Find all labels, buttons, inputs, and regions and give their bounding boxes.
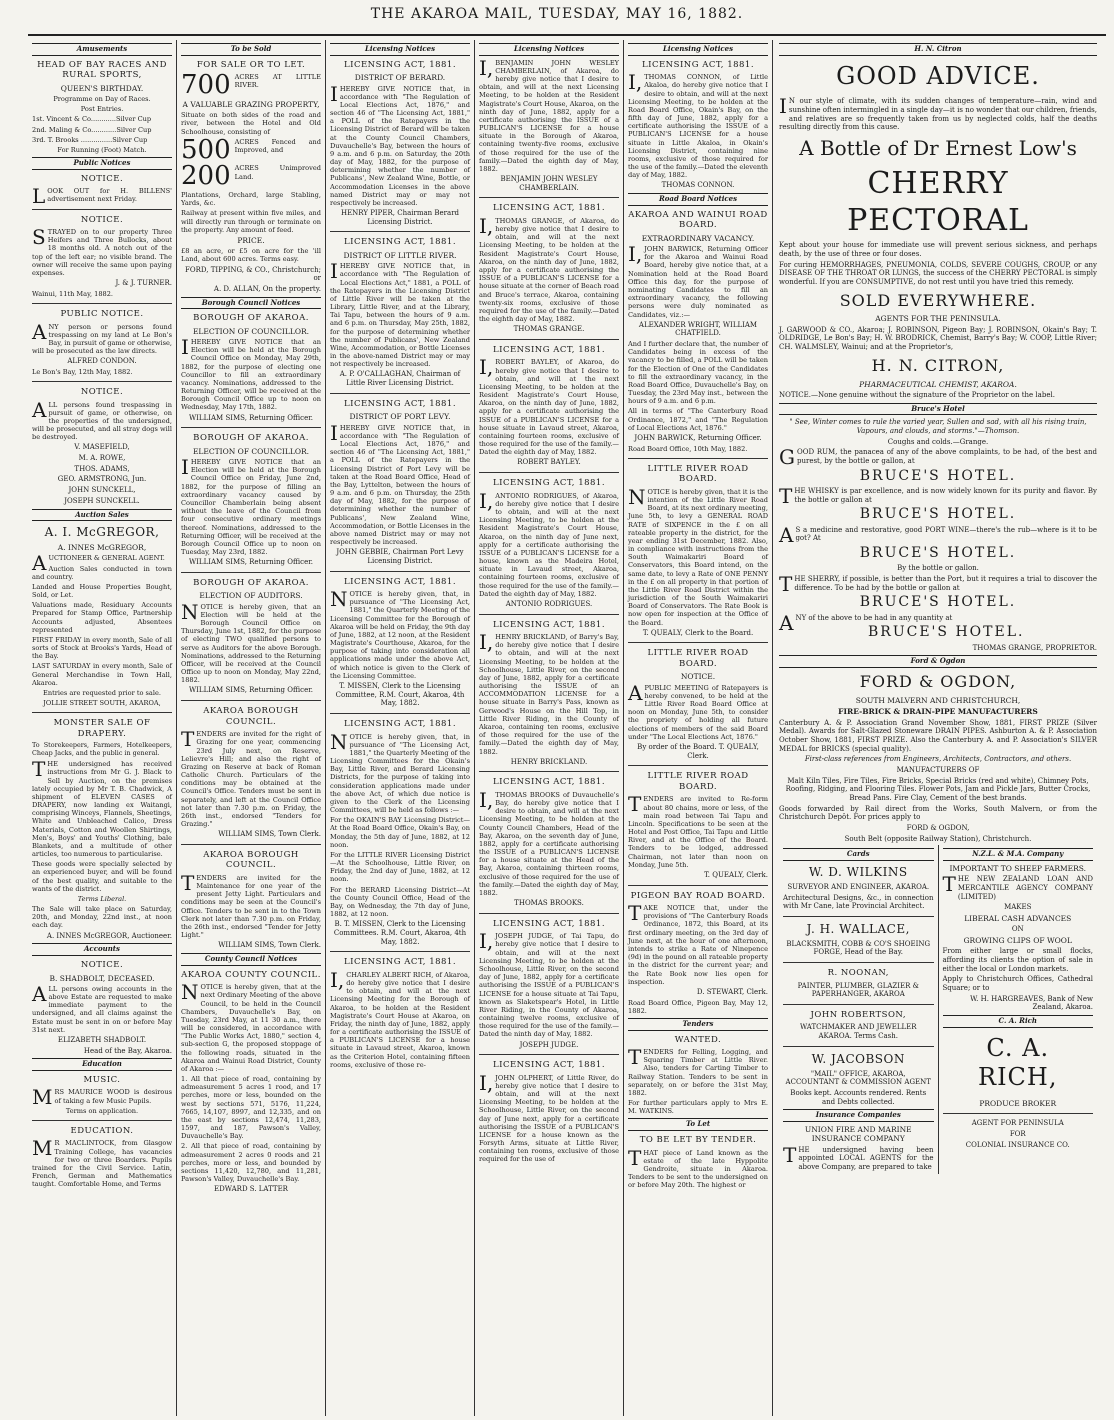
road-body: APUBLIC MEETING of Ratepayers is hereby convened, to be held at the Little River Road Board Office at noon on Monday, June 5th, to consider the propriety of holding all future elections of members of the said Board under "The Local Elections Act, 1876." [628, 680, 768, 741]
bruces-hotel: BRUCE'S HOTEL. [859, 545, 1017, 562]
agents-heading: AGENTS FOR THE PENINSULA. [875, 314, 1001, 324]
notice-heading: NOTICE. [80, 173, 124, 184]
road-date: Road Board Office, 10th May, 1882. [628, 444, 748, 453]
ford-sub: SOUTH MALVERN AND CHRISTCHURCH, [855, 695, 1021, 705]
road-body: TAKE NOTICE that, under the provisions of "The Canterbury Roads Ordinance, 1872, this Board, at its first ordinary meeting, on the 3rd day of June next, at the hour of one afternoon, intends to strike a Rate of Ninepence (9d) in the pound on all rateable property in the district for the current year; and the Rate Book now lies open for inspection. [628, 901, 768, 986]
divider [628, 642, 768, 643]
column-1 [28, 40, 177, 1416]
borough-signature: WILLIAM SIMS, Town Clerk. [218, 941, 321, 950]
races-programme: Programme on Day of Races. [53, 95, 151, 104]
card-robertson-sub: WATCHMAKER AND JEWELLER AKAROA. Terms Cash. [799, 1023, 917, 1041]
licensing-heading: LICENSING ACT, 1881. [343, 59, 457, 70]
licensing-body: I,ANTONIO RODRIGUES, of Akaroa, do hereby give notice that I desire to obtain, and will at the next Licensing Meeting, to be holden at the Resident Magistrate's Court House, Akaroa, on the ninth day of June next, apply for a certificate authorising the ISSUE of a PUBLICAN'S LICENSE for a house, known as the Madeira Hotel, situate in Lavaud street, Akaroa, containing fourteen rooms, exclusive of those required for the use of the family.—Dated the eighth day of May, 1882. [479, 488, 619, 598]
drapery-sub: To Storekeepers, Farmers, Hotelkeepers, Cheap Jacks, and the public in general. [32, 741, 172, 758]
licensing-body: I,THOMAS BROOKS of Duvauchelle's Bay, do hereby give notice that I desire to obtain, and will at the next Licensing Meeting, to be holden at the County Council Chambers, Head of the Bay, Akaroa, on the seventh day of June, 1882, apply for a certificate authorising the ISSUE of a PUBLICAN'S LICENSE for a house situate at the Head of the Bay, Akaroa, containing thirteen rooms, exclusive of those required for the use of the family.—Dated the eighth day of May, 1882. [479, 787, 619, 897]
borough-signature: WILLIAM SIMS, Returning Officer. [188, 558, 314, 567]
farmers-body: Apply to Christchurch Offices, Cathedral Square; or to [942, 975, 1093, 992]
borough-heading: BOROUGH OF AKAROA. [193, 433, 309, 444]
card-noonan: R. NOONAN, [827, 968, 889, 979]
borough-heading: BOROUGH OF AKAROA. [193, 577, 309, 588]
divider [181, 572, 321, 573]
section-header: Borough Council Notices [181, 297, 321, 310]
borough-sub: ELECTION OF COUNCILLOR. [192, 446, 310, 456]
notice-date: Le Bon's Bay, 12th May, 1882. [32, 367, 133, 376]
bruce-proprietor: THOMAS GRANGE, PROPRIETOR. [972, 643, 1097, 652]
section-header: Insurance Companies [783, 1109, 934, 1122]
pharm-subtitle: PHARMACEUTICAL CHEMIST, AKAROA. [859, 379, 1017, 389]
divider [330, 393, 470, 394]
union-heading: UNION FIRE AND MARINE INSURANCE COMPANY [804, 1125, 912, 1144]
section-header: Tenders [628, 1018, 768, 1031]
divider [783, 1004, 934, 1005]
section-header: C. A. Rich [943, 1015, 1094, 1028]
divider [479, 614, 619, 615]
section-header: To Let [628, 1118, 768, 1131]
divider [32, 1120, 172, 1121]
wanted-body: TENDERS for Felling, Logging, and Squaring Timber at Little River. Also, tenders for Carting Timber to Railway Station. Tenders to be sent in separately, on or before the 31st May, 1882. [628, 1045, 768, 1097]
licensing-heading: LICENSING ACT, 1881. [641, 59, 755, 70]
agents-body: J. GARWOOD & CO., Akaroa; J. ROBINSON, Pigeon Bay; J. ROBINSON, Okain's Bay; T. OLDRIDGE, Le Bon's Bay; H. W. BRODRICK, Chemist, Barry's Bay; W. COOP, Little River; CH. WALMSLEY, Wainui; and at the Proprietor's, [779, 325, 1097, 352]
accounts-heading: NOTICE. [80, 959, 124, 970]
licensing-body: For the LITTLE RIVER Licensing District—At the Schoolhouse, Little River, on Friday, the 2nd day of June, 1882, at 12 noon. [330, 850, 470, 884]
divider [628, 458, 768, 459]
auction-body: Landed and House Properties Bought, Sold, or Let. [32, 582, 172, 600]
licensing-signature: ANTONIO RODRIGUES. [505, 599, 593, 608]
cherry-pectoral-heading: CHERRY PECTORAL [847, 165, 1029, 239]
races-entries: Post Entries. [80, 105, 124, 114]
ford-mfg-heading: MANUFACTURERS OF [896, 765, 980, 774]
farmers-wool: GROWING CLIPS OF WOOL [963, 935, 1072, 945]
sale-signature: A. D. ALLAN, On the property. [213, 284, 321, 293]
licensing-signature: JOSEPH JUDGE. [519, 1040, 579, 1049]
notice-signature: ALFRED CONDON. [67, 357, 137, 366]
auction-body: Auction Sales conducted in town and country. [32, 564, 172, 581]
divider [330, 713, 470, 714]
farmers-body: THE NEW ZEALAND LOAN AND MERCANTILE AGENCY COMPANY (LIMITED) [942, 872, 1093, 901]
licensing-body: NOTICE is hereby given, that, in pursuance of "The Licensing Act, 1881," the Quarterly Meeting of the Licensing Committee for the Borough of Akaroa will be held on Friday, the 9th day of June, 1882, at 12 noon, at the Resident Magistrate's Courthouse, Akaroa, for the purpose of taking into consideration all applications made under the above Act, of which notice is given to the Clerk of the Licensing Committee. [330, 587, 470, 680]
divider [628, 765, 768, 766]
licensing-heading: LICENSING ACT, 1881. [343, 237, 457, 248]
column-2 [177, 40, 326, 1416]
divider [479, 339, 619, 340]
farmers-signature: W. H. HARGREAVES, Bank of New Zealand, Akaroa. [970, 994, 1093, 1012]
bruce-body: ANY of the above to be had in any quantity at [779, 610, 953, 635]
licensing-signature: ROBERT BAYLEY. [517, 458, 581, 467]
divider [479, 771, 619, 772]
column-5 [624, 40, 773, 1416]
licensing-sub: DISTRICT OF LITTLE RIVER. [343, 250, 457, 260]
licensing-signature: JOHN GEBBIE, Chairman Port Levy Licensing District. [336, 548, 464, 565]
licensing-heading: LICENSING ACT, 1881. [492, 619, 606, 630]
divider [479, 1054, 619, 1055]
licensing-body: I,JOHN OLPHERT, of Little River, do hereby give notice that I desire to obtain, and will at the next Licensing Meeting, to be holden at the Schoolhouse, Little River, on the second day of June next, apply for a certificate authorising the ISSUE of a PUBLICAN'S LICENSE for a house known as the Forsyth Arms, situate at Little River, containing ten rooms, exclusive of those required for the use of [479, 1070, 619, 1164]
music-heading: MUSIC. [83, 1074, 121, 1085]
road-signature: By order of the Board. T. QUEALY, Clerk. [637, 742, 759, 760]
licensing-heading: LICENSING ACT, 1881. [492, 344, 606, 355]
divider [479, 197, 619, 198]
auctioneer-name: A. I. McGREGOR, [44, 525, 160, 540]
licensing-body: I,JOSEPH JUDGE, of Tai Tapu, do hereby give notice that I desire to obtain, and will at the next Licensing Meeting, to be holden at the Schoolhouse, Little River, on the second day of June, 1882, apply for a certificate authorising the ISSUE of a PUBLICAN'S LICENSE for a house situate at Tai Tapu, known as Slaketspear's Hotel, in Little River Riding, in the County of Akaroa, containing twelve rooms, exclusive of those required for the use of the family.—Dated the ninth day of May, 1882. [479, 929, 619, 1039]
borough-signature: WILLIAM SIMS, Returning Officer. [188, 413, 314, 422]
licensing-signature: HENRY PIPER, Chairman Berard Licensing District. [340, 209, 460, 226]
sale-acreage-200: 200 [181, 161, 231, 192]
licensing-heading: LICENSING ACT, 1881. [343, 957, 457, 968]
column-4 [475, 40, 624, 1416]
notice-signature: V. MASEFIELD, [74, 443, 130, 452]
ford-mfg-body: Malt Kiln Tiles, Fire Tiles, Fire Bricks, Special Bricks (red and white), Chimney Pots, Roofing, Ridging, and Flooring Tiles. Flower Pots, Jam and Pickle Jars, Butter Crocks, Bread Pans. Fire Clay, Cement of the best brands. [785, 776, 1091, 802]
card-jacobson-sub: "MAIL" OFFICE, AKAROA, ACCOUNTANT & COMMISSION AGENT [785, 1069, 931, 1087]
borough-body: IHEREBY GIVE NOTICE that an Election will be held at the Borough Council Office on Monday, May 29th, 1882, for the purpose of electing one Councillor to fill an extraordinary vacancy. Nominations, addressed to the Returning Officer, will be received at the Borough Council Office up to noon on Wednesday, May 17th, 1882. [181, 335, 321, 412]
notice-signature: GEO. ARMSTRONG, Jun. [57, 475, 147, 484]
good-advice-body: IN our style of climate, with its sudden changes of temperature—rain, wind and sunshine often intermingled in a single day—it is no wonder that our children, friends, and relatives are so frequently taken from us by neglected colds, half the deaths resulting directly from this cause. [779, 94, 1097, 132]
bruce-body: THE WHISKY is par excellence, and is now widely known for its purity and flavor. By the bottle or gallon at [779, 483, 1097, 508]
races-item: For Running (Foot) Match. [57, 145, 147, 154]
quote: " See, Winter comes to rule the varied year, Sullen and sad, with all his rising train, Vapours, and clouds, and storms."—Thomson. [789, 418, 1087, 435]
licensing-body: NOTICE is hereby given, that, in pursuance of "The Licensing Act, 1881," the Quarterly Meeting of the Licensing Committees for the Okain's Bay, Little River, and Berard Licensing Districts, for the purpose of taking into consideration applications made under the above Act, of which due notice is given to the Clerk of the Licensing Committees, will be held as follows :— [330, 729, 470, 815]
cards-column [779, 845, 939, 1173]
divider [181, 700, 321, 701]
education-heading: EDUCATION. [70, 1125, 134, 1136]
licensing-signature: THOMAS CONNON. [661, 181, 735, 190]
citron-notice: NOTICE.—None genuine without the signature of the Proprietor on the label. [779, 390, 1055, 399]
auction-body: Entries are requested prior to sale. [43, 688, 161, 697]
divider [32, 303, 172, 304]
sale-price: £8 an acre, or £5 on acre for the 'ill Land, about 600 acres. Terms easy. [181, 247, 321, 264]
county-body: 2. All that piece of road, containing by admeasurement 2 acres 0 roods and 21 perches, more or less, and bounded by sections 11,420, 12,780, and 11,281, Pawson's Valley, Duvauchelle's Bay. [181, 1142, 321, 1184]
licensing-signature: A. P. O'CALLAGHAN, Chairman of Little River Licensing District. [339, 370, 461, 388]
ford-signature: FORD & OGDON, [906, 823, 970, 832]
ford-awards: Canterbury A. & P. Association Grand November Show, 1881, FIRST PRIZE (Silver Medal). Awards for Salt-Glazed Stoneware DRAIN PIPES. Ashburton A. & P. Association October Show, 1881, FIRST PRIZE. Also the Canterbury A. and P. Association's SILVER MEDAL for BRICKS (special quality). [779, 718, 1097, 753]
cherry-body: Kept about your house for immediate use will prevent serious sickness, and perhaps death, by the use of three or four doses. [779, 241, 1097, 258]
section-header: To be Sold [181, 43, 321, 56]
drapery-body: These goods were specially selected by an experienced buyer, and will be found of the best quality, and suitable to the wants of the district. [32, 860, 172, 893]
road-heading: AKAROA AND WAINUI ROAD BOARD. [628, 209, 768, 231]
drapery-heading: MONSTER SALE OF DRAPERY. [53, 718, 151, 739]
licensing-heading: LICENSING ACT, 1881. [492, 777, 606, 788]
section-header: Cards [783, 848, 934, 861]
auction-body: Valuations made, Residuary Accounts Prepared for Stamp Office, Partnership Accounts adjusted, Absentees represented [32, 601, 172, 634]
notice-body: STRAYED on to our property Three Heifers and Three Bullocks, about 18 months old. A notch out of the top of the left ear; no visible brand. The owner will receive the same upon paying expenses. [32, 225, 172, 277]
licensing-body: IHEREBY GIVE NOTICE that, in accordance with "The Regulation of Local Elections Act, 1876," and section 46 of "The Licensing Act, 1881," a POLL of the Ratepayers in the Licensing District of Berard will be taken at the County Council Chambers, Duvauchelle's Bay, between the hours of 9 a.m. and 6 p.m. on Saturday, the 20th day of May, 1882, for the purpose of determining whether the number of Publicans', New Zealand Wine, Bottle, or Accommodation Licenses in the above named District may or may not respectively be increased. [330, 81, 470, 207]
county-body: 1. All that piece of road, containing by admeasurement 5 acres 1 rood, and 17 perches, more or less, bounded on the west by sections 571, 5176, 11,224, 7665, 14,107, 8997, and 12,335, and on the east by sections 12,474, 11,283, 1597, and 187, Pawson's Valley, Duvauchelle's Bay. [181, 1075, 321, 1141]
divider [330, 231, 470, 232]
road-body: All in terms of "The Canterbury Road Ordinance, 1872," and "The Regulation of Local Elections Act, 1876." [628, 407, 768, 432]
borough-heading: BOROUGH OF AKAROA. [193, 313, 309, 324]
races-title: HEAD OF BAY RACES AND RURAL SPORTS, [37, 59, 167, 81]
road-signature: T. QUEALY, Clerk. [704, 870, 768, 879]
card-wilkins: W. D. WILKINS [808, 864, 908, 879]
road-date: Road Board Office, Pigeon Bay, May 12, 1882. [628, 998, 768, 1015]
ford-manufacturers: FIRE-BRICK & DRAIN-PIPE MANUFACTURERS [838, 707, 1038, 717]
divider [943, 1113, 1094, 1114]
divider [32, 712, 172, 713]
sale-heading: FOR SALE OR TO LET. [196, 59, 306, 70]
column-6 [773, 40, 1103, 1416]
accounts-signature: ELIZABETH SHADBOLT. [57, 1035, 147, 1044]
section-header: N.Z.L. & M.A. Company [943, 848, 1094, 861]
sale-acreage-500-text: ACRES Fenced and Improved, and [234, 137, 321, 154]
road-body: And I further declare that, the number of Candidates being in excess of the vacancy to be filled, a POLL will be taken for the Election of One of the Candidates to fill the extraordinary vacancy, in the Road Board Office, Duvauchelle's Bay, on Tuesday, the 23rd May inst., between the hours of 9 a.m. and 6 p.m. [628, 340, 768, 406]
section-header: Road Board Notices [628, 193, 768, 206]
card-noonan-sub: PAINTER, PLUMBER, GLAZIER & PAPERHANGER, AKAROA [797, 981, 919, 999]
borough-body: NOTICE is hereby given, that an Election will be held at the Borough Council Office on Thursday, June 1st, 1882, for the purpose of electing TWO qualified persons to serve as Auditors for the above Borough. Nominations, addressed to the Returning Officer, will be received at the Council Office up to noon on Monday, May 22nd, 1882. [181, 599, 321, 685]
road-body: TENDERS are invited to Re-form about 80 chains, more or less, of the main road between Tai Tapu and Lincoln. Specifications to be seen at the Hotel and Post Office, Tai Tapu and Little River, and at the Office of the Board. Tenders to be lodged, addressed Chairman, not later than noon on Monday, June 5th. [628, 792, 768, 869]
divider [783, 1046, 934, 1047]
notice-body: ALL persons found trespassing in pursuit of game, or otherwise, on the properties of the undersigned, will be prosecuted, and all stray dogs will be destroyed. [32, 397, 172, 442]
licensing-signature: THOMAS GRANGE. [513, 325, 585, 334]
divider [783, 962, 934, 963]
sale-acreage: 700 [181, 70, 231, 101]
ford-body: Goods forwarded by Rail direct from the Works, South Malvern, or from the Christchurch Depôt. For prices apply to [779, 804, 1097, 822]
wanted-heading: WANTED. [674, 1034, 722, 1045]
sale-acreage-200-text: ACRES Unimproved Land. [234, 164, 321, 181]
borough-heading: AKAROA BOROUGH COUNCIL. [203, 849, 299, 871]
column-3 [326, 40, 475, 1416]
sold-everywhere: SOLD EVERYWHERE. [839, 290, 1037, 310]
sale-signature: FORD, TIPPING, & CO., Christchurch; or [185, 265, 321, 283]
union-body: THE undersigned having been appointed LOCAL AGENTS for the above Company, are prepared to take [783, 1142, 934, 1171]
races-item: 3rd. T. Brooks ...............Silver Cup [32, 135, 148, 144]
county-heading: AKAROA COUNTY COUNCIL. [181, 969, 321, 980]
auction-body: FIRST FRIDAY in every month, Sale of all sorts of Stock at Brooks's Yards, Head of the Bay. [32, 635, 172, 661]
ford-address: South Belt (opposite Railway Station), Christchurch. [844, 834, 1032, 843]
notice-body: LOOK OUT for H. BILLENS' advertisement next Friday. [32, 184, 172, 209]
notice-signature: J. & J. TURNER. [115, 279, 172, 288]
bruce-body: GOOD RUM, the panacea of any of the above complaints, to be had, of the best and purest, by the bottle or gallon, at [779, 445, 1097, 470]
rich-agent: AGENT FOR PENINSULA [971, 1119, 1064, 1128]
section-header: Education [32, 1058, 172, 1071]
farmers-on: ON [1011, 925, 1024, 934]
divider [32, 209, 172, 210]
licensing-signature: BENJAMIN JOHN WESLEY CHAMBERLAIN. [500, 175, 598, 192]
sale-body: Plantations, Orchard, large Stabling, Yards, &c. [181, 191, 321, 208]
auction-body: LAST SATURDAY in every month, Sale of General Merchandise in Town Hall, Akaroa. [32, 662, 172, 687]
licensing-body: I,CHARLEY ALBERT RICH, of Akaroa, do hereby give notice that I desire to obtain, and will at the next Licensing Meeting for the Borough of Akaroa, to be holden at the Resident Magistrate's Court House at Akaroa, on Friday, the ninth day of June, 1882, apply for a certificate authorising the ISSUE of a PUBLICAN'S LICENSE for a house situate in Lavaud street, Akaroa, known as the Criterion Hotel, containing fifteen rooms, exclusive of those re- [330, 967, 470, 1069]
divider [330, 951, 470, 952]
drapery-body: The Sale will take place on Saturday, 20th, and Monday, 22nd inst., at noon each day. [32, 905, 172, 930]
licensing-signature: B. T. MISSEN, Clerk to the Licensing Committees. R.M. Court, Akaroa, 4th May, 1882. [333, 920, 467, 946]
notice-heading: NOTICE. [80, 387, 124, 398]
county-body: NOTICE is hereby given, that at the next Ordinary Meeting of the above Council, to be held in the Council Chambers, Duvauchelle's Bay, on Tuesday, 23rd May, at 11 30 a.m., there will be considered, in accordance with "The Public Works Act, 1880," section 4, sub-section G, the proposed stoppage of the following roads, situated in the Akaroa and Wainui Road District, County of Akaroa :— [181, 980, 321, 1073]
bruces-hotel: BRUCE'S HOTEL. [859, 594, 1017, 611]
licensing-sub: DISTRICT OF BERARD. [354, 73, 446, 83]
let-heading: TO BE LET BY TENDER. [639, 1135, 757, 1146]
masthead-rule [28, 34, 1106, 36]
card-robertson: JOHN ROBERTSON, [810, 1009, 907, 1020]
road-signature: T. QUEALY, Clerk to the Board. [642, 628, 754, 637]
licensing-heading: LICENSING ACT, 1881. [492, 1060, 606, 1071]
card-wilkins-body: Architectural Designs, &c., in connection with Mr Cane, late Provincial Architect. [783, 893, 934, 911]
ford-ogdon-heading: FORD & OGDON, [859, 672, 1017, 692]
bruce-body: By the bottle or gallon. [897, 564, 979, 573]
divider [330, 571, 470, 572]
road-heading: LITTLE RIVER ROAD BOARD. [647, 771, 749, 792]
bruces-hotel: BRUCE'S HOTEL. [868, 624, 1025, 641]
borough-sub: ELECTION OF AUDITORS. [199, 591, 303, 601]
licensing-signature: HENRY BRICKLAND. [510, 757, 588, 766]
borough-body: IHEREBY GIVE NOTICE that an Election will be held at the Borough Council Office on Friday, June 2nd, 1882, for the purpose of filling an extraordinary vacancy caused by Councillor Chamberlain being absent without the leave of the Council from four consecutive ordinary meetings thereof. Nominations, addressed to the Returning Officer, will be received at the Borough Council Office up to noon on Tuesday, May 23rd, 1882. [181, 455, 321, 557]
divider [479, 472, 619, 473]
road-heading: LITTLE RIVER ROAD BOARD. [647, 463, 749, 485]
sale-price-heading: PRICE. [237, 235, 265, 245]
cards-row [779, 845, 1097, 1173]
rich-company: COLONIAL INSURANCE CO. [965, 1140, 1070, 1149]
good-advice-heading: GOOD ADVICE. [836, 61, 1040, 90]
bruce-body: THE SHERRY, if possible, is better than the Port, but it requires a trial to discover the difference. To be had by the bottle or gallon at [779, 572, 1097, 597]
licensing-sub: DISTRICT OF PORT LEVY. [349, 412, 451, 422]
divider [783, 916, 934, 917]
licensing-signature: THOMAS BROOKS. [514, 899, 584, 908]
section-header: Bruce's Hotel [779, 403, 1097, 416]
citron-name: H. N. CITRON, [871, 355, 1005, 375]
music-body: MRS MAURICE WOOD is desirous of taking a few Music Pupils. [32, 1085, 172, 1110]
section-header: H. N. Citron [779, 43, 1097, 56]
bruce-body: AS a medicine and restorative, good PORT WINE—there's the rub—where is it to be got? At [779, 522, 1097, 547]
licensing-body: For the BERARD Licensing District—At the County Council Office, Head of the Bay, on Wednesday, the 7th day of June, 1882, at 12 noon. [330, 885, 470, 919]
road-sub: NOTICE. [680, 672, 716, 682]
accounts-body: ALL persons owing accounts in the above Estate are requested to make immediate payment to the undersigned, and all claims against the Estate must be sent in on or before May 31st next. [32, 981, 172, 1034]
accounts-address: Head of the Bay, Akaroa. [83, 1046, 172, 1055]
licensing-body: IHEREBY GIVE NOTICE that, in accordance with "The Regulation of Local Elections Act," 1881, a POLL of the Ratepayers in the Licensing District of Little River will be taken at the Library, Little River, and at the Library, Tai Tapu, between the hours of 9 a.m. and 6 p.m. on Thursday, May 25th, 1882, for the purpose of determining whether the number of Publicans', New Zealand Wine, Accommodation, or Bottle Licenses in the above-named District may or may not respectively be increased. [330, 259, 470, 369]
licensing-body: IHEREBY GIVE NOTICE that, in accordance with "The Regulation of Local Elections Act, 1876," and section 46 of "The Licensing Act, 1881," a POLL of the Ratepayers in the Licensing District of Port Levy will be taken at the Road Board Office, Head of the Bay, Lyttelton, between the hours of 9 a.m. and 6 p.m. on Thursday, the 25th day of May, 1882, for the purpose of determining whether the number of Publicans', New Zealand Wine, Accommodation, or Bottle Licenses in the above named District may or may not respectively be increased. [330, 420, 470, 547]
licensing-signature: T. MISSEN, Clerk to the Licensing Committee, R.M. Court, Akaroa, 4th May, 1882. [335, 682, 465, 708]
licensing-heading: LICENSING ACT, 1881. [343, 576, 457, 587]
notice-date: Wainui, 11th May, 1882. [32, 289, 114, 298]
sale-body: Railway at present within five miles, and will directly run through or terminate on the property. Any amount of feed. [181, 209, 321, 234]
licensing-heading: LICENSING ACT, 1881. [492, 918, 606, 929]
sale-acreage-500: 500 [181, 134, 231, 165]
licensing-body: I,ROBERT BAYLEY, of Akaroa, do hereby give notice that I desire to obtain, and will at the next Licensing Meeting, to be holden at the Resident Magistrate's Court House, Akaroa, on the ninth day of June, 1882, apply for a certificate authorising the ISSUE of a PUBLICAN'S LICENSE for a house situate in Lavaud street, Akaroa, containing fourteen rooms, exclusive of those required for the use of the family.—Dated the eighth day of May, 1882. [479, 355, 619, 457]
notice-body: ANY person or persons found trespassing on my land at Le Bon's Bay, in pursuit of game or otherwise, will be prosecuted as the law directs. [32, 319, 173, 356]
divider [32, 381, 172, 382]
music-terms: Terms on application. [65, 1106, 139, 1115]
rich-sub: PRODUCE BROKER [979, 1099, 1057, 1109]
farmers-makes: MAKES [1004, 903, 1032, 912]
coughs: Coughs and colds.—Grange. [887, 437, 989, 446]
card-jacobson-body: Books kept. Accounts rendered. Rents and Debts collected. [790, 1089, 927, 1106]
accounts-sub: B. SHADBOLT, DECEASED. [49, 973, 155, 983]
divider [181, 427, 321, 428]
divider [479, 913, 619, 914]
drapery-terms: Terms Liberal. [77, 894, 127, 903]
races-subtitle: QUEEN'S BIRTHDAY. [60, 83, 144, 93]
section-header: Licensing Notices [479, 43, 619, 56]
notice-signature: THOS. ADAMS, [74, 464, 130, 473]
card-wallace-sub: BLACKSMITH, COBB & CO'S SHOEING FORGE, Head of the Bay. [786, 939, 931, 957]
card-wilkins-sub: SURVEYOR AND ENGINEER, AKAROA. [787, 882, 930, 891]
farmers-heading: IMPORTANT TO SHEEP FARMERS. [949, 863, 1087, 873]
section-header: Licensing Notices [628, 43, 768, 56]
borough-heading: AKAROA BOROUGH COUNCIL. [203, 706, 299, 727]
licensing-heading: LICENSING ACT, 1881. [343, 398, 457, 409]
section-header: Auction Sales [32, 509, 172, 522]
bruces-hotel: BRUCE'S HOTEL. [859, 467, 1017, 484]
education-body: MR MACLINTOCK, from Glasgow Training College, has vacancies for two or three Boarders. Pupils trained for the Civil Service. Latin, French, German and Mathematics taught. Comfortable Home, and Terms [32, 1136, 172, 1189]
licensing-body: I,BENJAMIN JOHN WESLEY CHAMBERLAIN, of Akaroa, do hereby give notice that I desire to obtain, and will at the next Licensing Meeting, to be holden at the Resident Magistrate's Court House, Akaroa, on the ninth day of June, 1882, apply for a certificate authorising the ISSUE of a PUBLICAN'S LICENSE for a house situate in the Borough of Akaroa, containing twenty-five rooms, exclusive of those required for the use of the family.—Dated the eighth day of May, 1882. [479, 55, 619, 173]
county-signature: EDWARD S. LATTER [214, 1185, 288, 1194]
road-candidates: ALEXANDER WRIGHT, WILLIAM CHATFIELD. [638, 320, 758, 338]
auction-address: JOLLIE STREET SOUTH, AKAROA, [43, 699, 161, 708]
bruces-hotel: BRUCE'S HOTEL. [859, 506, 1017, 523]
licensing-body: For the OKAIN'S BAY Licensing District—At the Road Board Office, Okain's Bay, on Monday, the 5th day of June, 1882, at 12 noon. [330, 816, 470, 849]
ford-references: First-class references from Engineers, Architects, Contractors, and others. [804, 755, 1072, 764]
company-column [939, 845, 1098, 1173]
races-item: 1st. Vincent & Co............Silver Cup [32, 115, 152, 124]
section-header: Licensing Notices [330, 43, 470, 56]
auction-heading: A. INNES McGREGOR, [57, 543, 147, 553]
sale-acreage-text: ACRES AT LITTLE RIVER. [234, 73, 321, 90]
licensing-body: I,THOMAS CONNON, of Little Akaloa, do hereby give notice that I desire to obtain, and will at the next Licensing Meeting, to be holden at the Road Board Office, Okain's Bay, on the fifth day of June, 1882, apply for a certificate authorising the ISSUE of a PUBLICAN'S LICENSE for a house situate in Little Akaloa, in Okain's Licensing District, containing nine rooms, exclusive of those required for the use of the family.—Dated the eleventh day of May, 1882. [628, 70, 768, 180]
sale-body: Situate on both sides of the road and river, between the Hotel and Old Schoolhouse, consisting of [181, 111, 321, 136]
road-heading: LITTLE RIVER ROAD BOARD. [647, 648, 749, 669]
wanted-body: For further particulars apply to Mrs E. M. WATKINS. [628, 1099, 768, 1116]
licensing-heading: LICENSING ACT, 1881. [492, 478, 606, 489]
drapery-signature: A. INNES McGREGOR, Auctioneer. [46, 931, 172, 940]
drapery-body: THE undersigned has received instructions from Mr G. J. Black to Sell by Auction, on the premises lately occupied by Mr T. B. Chadwick, A shipment of ELEVEN CASES of DRAPERY, now landing ex Waitangi, comprising Winceys, Flannels, Sheetings, White and Unbleached Calico, Dress Materials, Cotton and Woollen Shirtings, Men's, Boys' and Youths' Clothing, bale Blankets, and a multitude of other articles, too numerous to particularise. [32, 757, 172, 859]
farmers-body: From either large or small flocks, affording its clients the option of sale in either the local or London markets. [942, 947, 1093, 973]
notice-signature: M. A. ROWE, [78, 454, 126, 463]
notice-heading: PUBLIC NOTICE. [60, 309, 144, 320]
masthead: THE AKAROA MAIL, TUESDAY, MAY 16, 1882. [370, 6, 744, 22]
road-body: I,JOHN BARWICK, Returning Officer for the Akaroa and Wainui Road Board, hereby give notice that, at a Nomination held at the Road Board Office this day, for the purpose of nominating Candidates to fill an extraordinary vacancy, the following persons were duly nominated as Candidates, viz.:— [628, 242, 768, 319]
sale-sub: A VALUABLE GRAZING PROPERTY, [182, 99, 320, 109]
divider [628, 885, 768, 886]
section-header: Amusements [32, 43, 172, 56]
road-signature: JOHN BARWICK, Returning Officer. [634, 433, 762, 442]
road-body: NOTICE is hereby given, that it is the intention of the Little River Road Board, at its next ordinary meeting, June 5th, to levy a GENERAL ROAD RATE of SIXPENCE in the £ on all rateable property in the district, for the year ending 31st December, 1882. Also, in compliance with instructions from the South Waimakariri Board of Conservators, this Board intend, on the same date, to levy a Rate of ONE PENNY in the £ on all property in that portion of the Little River Road District within the jurisdiction of the South Waimakariri Board of Conservators. The Rate Book is now open for inspection at the Office of the Board. [628, 484, 768, 627]
card-jacobson: W. JACOBSON [811, 1051, 905, 1066]
notice-heading: NOTICE. [80, 214, 124, 225]
borough-sub: ELECTION OF COUNCILLOR. [192, 326, 310, 336]
card-wallace: J. H. WALLACE, [806, 921, 910, 936]
divider [181, 844, 321, 845]
farmers-liberal: LIBERAL CASH ADVANCES [964, 913, 1072, 923]
auction-body: AUCTIONEER & GENERAL AGENT. [32, 551, 165, 576]
section-header: County Council Notices [181, 953, 321, 966]
road-sub: EXTRAORDINARY VACANCY. [641, 233, 755, 243]
licensing-body: I,HENRY BRICKLAND, of Barry's Bay, do hereby give notice that I desire to obtain, and will at the next Licensing Meeting, to be holden at the Schoolhouse, Little River, on the second day of June, 1882, apply for a certificate authorising the ISSUE of an ACCOMMODATION LICENSE for a house situate in Barry's Pass, known as Gerwood's House on the Hill Top, in Little River Riding, in the County of Akaroa, containing ten rooms, exclusive of those required for the use of the family.—Dated the eighth day of May, 1882. [479, 630, 619, 756]
let-body: THAT piece of Land known as the estate of the late Hyppolite Gendroite, situate in Akaroa. Tenders to be sent to the undersigned on or before May 20th. The highest or [628, 1145, 768, 1190]
notice-signature: JOHN SUNCKELL, [68, 486, 136, 495]
rich-for: FOR [1009, 1130, 1026, 1139]
bottle-heading: A Bottle of Dr Ernest Low's [799, 136, 1077, 161]
notice-signature: JOSEPH SUNCKELL. [64, 496, 140, 505]
licensing-body: I,THOMAS GRANGE, of Akaroa, do hereby give notice that I desire to obtain, and will at the next Licensing Meeting, to be holden at the Resident Magistrate's Court House, Akaroa, on the ninth day of June, 1882, apply for a certificate authorising the ISSUE of a PUBLICAN'S LICENSE for a house situate at the corner of Beach road and Bruce's terrace, Akaroa, containing twenty-six rooms, exclusive of those required for the use of the family.—Dated the eighth day of May, 1882. [479, 213, 619, 324]
rich-heading: C. A. RICH, [978, 1033, 1058, 1092]
road-signature: D. STEWART, Clerk. [696, 987, 768, 996]
cherry-body: For curing HEMORRHAGES, PNEUMONIA, COLDS, SEVERE COUGHS, CROUP, or any DISEASE OF THE THROAT OR LUNGS, the success of the CHERRY PECTORAL is simply wonderful. If you are CONSUMPTIVE, do not rest until you have tried this remedy. [779, 260, 1097, 286]
borough-body: TENDERS are invited for the right of Grazing for one year, commencing 23rd July next, on Reserve, Lelievre's Hill; and also the right of Grazing on Reserve at back of Roman Catholic Church. Particulars of the conditions may be obtained at the Council's Office. Tenders must be sent in separately, and left at the Council Office not later than 7.30 p.m. on Friday, the 26th inst., endorsed "Tenders for Grazing." [181, 727, 321, 829]
section-header: Ford & Ogdon [779, 655, 1097, 668]
borough-body: TENDERS are invited for the Maintenance for one year of the present Jetty Light. Particulars and conditions may be seen at the Council's Office. Tenders to be sent in to the Town Clerk not later than 7.30 p.m. on Friday, the 26th inst., endorsed "Tender for Jetty Light." [181, 870, 321, 940]
newspaper-columns [28, 40, 1106, 1416]
licensing-heading: LICENSING ACT, 1881. [343, 719, 457, 730]
section-header: Public Notices [32, 157, 172, 170]
races-item: 2nd. Maling & Co............Silver Cup [32, 125, 152, 134]
borough-signature: WILLIAM SIMS, Returning Officer. [188, 686, 314, 695]
road-heading: PIGEON BAY ROAD BOARD. [630, 890, 766, 901]
borough-signature: WILLIAM SIMS, Town Clerk. [218, 830, 321, 839]
section-header: Accounts [32, 943, 172, 956]
licensing-heading: LICENSING ACT, 1881. [492, 203, 606, 214]
